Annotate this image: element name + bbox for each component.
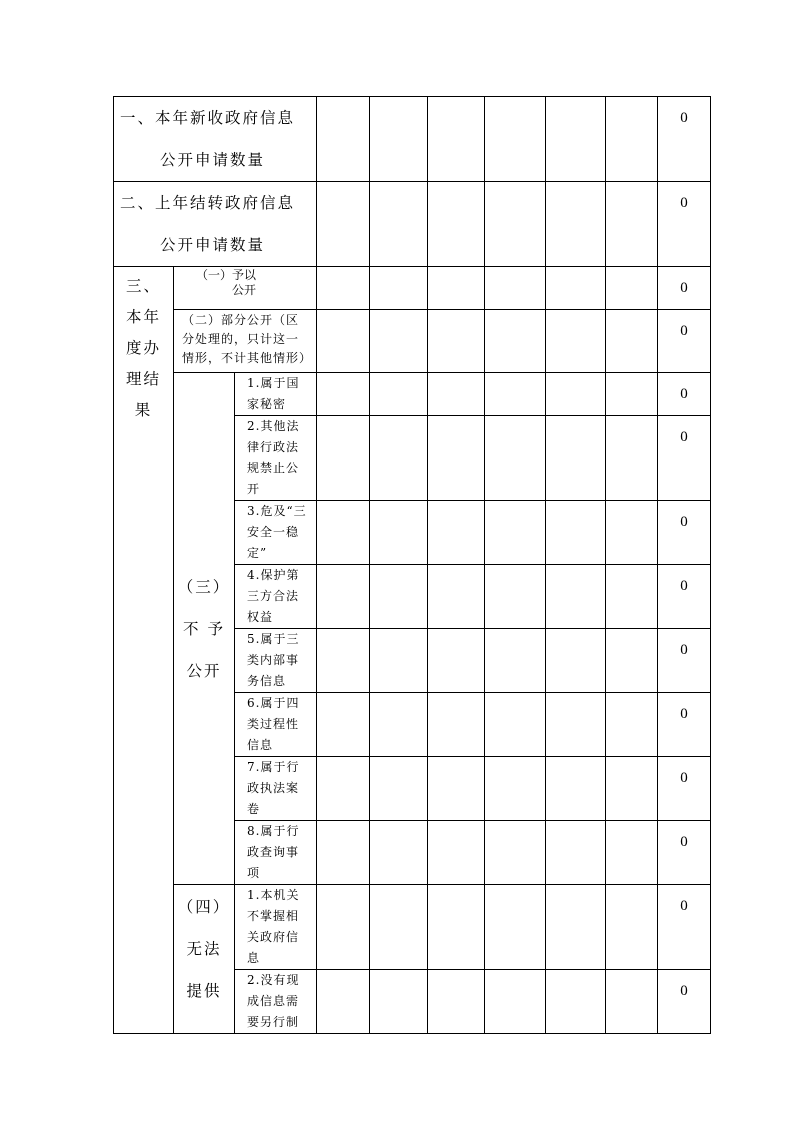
section-label-results bbox=[114, 267, 174, 1034]
table-cell bbox=[546, 182, 606, 267]
table-cell bbox=[546, 310, 606, 373]
total-value: 0 bbox=[658, 373, 711, 416]
table-cell bbox=[370, 267, 428, 310]
section-label-line: 度办 bbox=[125, 339, 161, 357]
table-cell bbox=[606, 182, 658, 267]
table-cell bbox=[485, 182, 546, 267]
item-label-line: 安全一稳 bbox=[247, 525, 300, 539]
table-cell bbox=[485, 693, 546, 757]
table-cell bbox=[428, 693, 485, 757]
table-cell bbox=[370, 310, 428, 373]
table-cell bbox=[428, 373, 485, 416]
row-label-line: 一、本年新收政府信息 bbox=[120, 109, 296, 127]
table-cell bbox=[370, 373, 428, 416]
group-label-not-disclosed bbox=[174, 373, 235, 885]
item-label-line: 开 bbox=[247, 482, 261, 496]
table-cell bbox=[546, 267, 606, 310]
group-label-line: 不 予 bbox=[183, 619, 225, 638]
table-cell bbox=[606, 757, 658, 821]
table-cell bbox=[546, 821, 606, 885]
item-label-line: 1.属于国 bbox=[247, 376, 300, 390]
item-label-line: 务信息 bbox=[247, 674, 287, 688]
item-label bbox=[235, 373, 317, 416]
table-cell bbox=[428, 629, 485, 693]
table-cell bbox=[428, 501, 485, 565]
total-value: 0 bbox=[658, 757, 711, 821]
total-value: 0 bbox=[658, 693, 711, 757]
item-label-line: 6.属于四 bbox=[247, 696, 300, 710]
item-label-line: 家秘密 bbox=[247, 397, 287, 411]
table-cell bbox=[428, 182, 485, 267]
table-cell bbox=[606, 693, 658, 757]
table-cell bbox=[317, 821, 370, 885]
table-cell bbox=[485, 373, 546, 416]
group-label-line: （三） bbox=[177, 577, 231, 596]
statistics-table bbox=[113, 96, 711, 1034]
table-cell bbox=[485, 970, 546, 1034]
item-label-line: 项 bbox=[247, 866, 261, 880]
table-cell bbox=[370, 885, 428, 970]
item-label-line: 情形，不计其他情形） bbox=[182, 351, 313, 365]
table-cell bbox=[317, 970, 370, 1034]
group-label-line: （四） bbox=[177, 898, 231, 916]
item-label-line: 三方合法 bbox=[247, 589, 300, 603]
item-label-line: 5.属于三 bbox=[247, 632, 300, 646]
total-value: 0 bbox=[658, 310, 711, 373]
table-cell bbox=[606, 565, 658, 629]
table-cell bbox=[317, 565, 370, 629]
table-cell bbox=[546, 416, 606, 501]
table-cell bbox=[546, 97, 606, 182]
item-label-line: 规禁止公 bbox=[247, 461, 300, 475]
item-label-line: 卷 bbox=[247, 802, 261, 816]
item-label-line: （一）予以 bbox=[196, 268, 257, 282]
item-label-line: 1.本机关 bbox=[247, 888, 300, 902]
item-label bbox=[235, 693, 317, 757]
table-cell bbox=[370, 501, 428, 565]
table-cell bbox=[546, 693, 606, 757]
table-cell bbox=[370, 970, 428, 1034]
group-label-line: 提供 bbox=[186, 982, 222, 1000]
table-cell bbox=[485, 267, 546, 310]
table-cell bbox=[606, 416, 658, 501]
item-label bbox=[235, 629, 317, 693]
item-label bbox=[235, 416, 317, 501]
table-cell bbox=[317, 182, 370, 267]
group-label-line: 无法 bbox=[186, 940, 222, 958]
table-cell bbox=[428, 970, 485, 1034]
row-label-carried-over bbox=[114, 182, 317, 267]
table-cell bbox=[317, 629, 370, 693]
total-value: 0 bbox=[658, 885, 711, 970]
table-cell bbox=[606, 373, 658, 416]
table-cell bbox=[606, 821, 658, 885]
item-label-line: 类过程性 bbox=[247, 717, 300, 731]
table-cell bbox=[428, 821, 485, 885]
total-value: 0 bbox=[658, 416, 711, 501]
item-label-line: 不掌握相 bbox=[247, 909, 300, 923]
item-label-line: 3.危及“三 bbox=[247, 504, 307, 518]
total-value: 0 bbox=[658, 629, 711, 693]
table-cell bbox=[606, 629, 658, 693]
table-cell bbox=[317, 373, 370, 416]
table-row bbox=[114, 97, 711, 182]
table-row bbox=[114, 267, 711, 310]
table-cell bbox=[370, 97, 428, 182]
item-label-line: 信息 bbox=[247, 738, 274, 752]
table-cell bbox=[370, 821, 428, 885]
table-cell bbox=[317, 416, 370, 501]
table-cell bbox=[428, 416, 485, 501]
item-label-line: 政查询事 bbox=[247, 845, 300, 859]
table-cell bbox=[546, 885, 606, 970]
item-label bbox=[235, 501, 317, 565]
table-cell bbox=[317, 501, 370, 565]
table-cell bbox=[606, 970, 658, 1034]
item-label-line: 2.其他法 bbox=[247, 419, 300, 433]
total-value: 0 bbox=[658, 970, 711, 1034]
row-label-new-requests bbox=[114, 97, 317, 182]
item-label bbox=[235, 821, 317, 885]
table-cell bbox=[606, 885, 658, 970]
table-cell bbox=[485, 629, 546, 693]
total-value: 0 bbox=[658, 97, 711, 182]
item-label-line: 8.属于行 bbox=[247, 824, 300, 838]
item-label bbox=[235, 757, 317, 821]
item-label-line: 4.保护第 bbox=[247, 568, 300, 582]
row-label-line: 公开申请数量 bbox=[160, 151, 266, 169]
table-cell bbox=[370, 693, 428, 757]
table-cell bbox=[485, 821, 546, 885]
table-cell bbox=[546, 629, 606, 693]
table-cell bbox=[606, 501, 658, 565]
table-cell bbox=[546, 501, 606, 565]
section-label-line: 果 bbox=[134, 401, 153, 419]
item-label-line: 分处理的，只计这一 bbox=[182, 332, 300, 346]
table-row bbox=[114, 310, 711, 373]
row-label-line: 公开申请数量 bbox=[160, 236, 266, 254]
item-label-line: 政执法案 bbox=[247, 781, 300, 795]
table-cell bbox=[317, 757, 370, 821]
table-cell bbox=[485, 757, 546, 821]
section-label-line: 本年 bbox=[125, 308, 161, 326]
total-value: 0 bbox=[658, 821, 711, 885]
table-cell bbox=[606, 310, 658, 373]
total-value: 0 bbox=[658, 565, 711, 629]
item-partial-disclose bbox=[174, 310, 317, 373]
table-cell bbox=[485, 885, 546, 970]
section-label-line: 理结 bbox=[125, 370, 161, 388]
item-label-line: 定” bbox=[247, 546, 268, 560]
item-label-line: 律行政法 bbox=[247, 440, 300, 454]
table-row bbox=[114, 885, 711, 970]
item-label-line: 关政府信 bbox=[247, 930, 300, 944]
item-label-line: 公开 bbox=[232, 283, 257, 297]
table-cell bbox=[317, 97, 370, 182]
table-cell bbox=[317, 310, 370, 373]
item-disclose bbox=[174, 267, 317, 310]
table-cell bbox=[546, 970, 606, 1034]
table-cell bbox=[485, 97, 546, 182]
table-cell bbox=[428, 310, 485, 373]
table-cell bbox=[546, 565, 606, 629]
table-cell bbox=[370, 416, 428, 501]
table-cell bbox=[485, 565, 546, 629]
table-cell bbox=[485, 416, 546, 501]
table-cell bbox=[428, 565, 485, 629]
group-label-unable-to-provide bbox=[174, 885, 235, 1034]
table-cell bbox=[370, 565, 428, 629]
table-cell bbox=[317, 885, 370, 970]
item-label-line: 7.属于行 bbox=[247, 760, 300, 774]
item-label-line: （二）部分公开（区 bbox=[182, 313, 300, 327]
total-value: 0 bbox=[658, 267, 711, 310]
item-label-line: 要另行制 bbox=[247, 1015, 300, 1029]
total-value: 0 bbox=[658, 501, 711, 565]
item-label bbox=[235, 970, 317, 1034]
table-cell bbox=[428, 267, 485, 310]
table-cell bbox=[370, 182, 428, 267]
table-cell bbox=[606, 97, 658, 182]
table-cell bbox=[485, 501, 546, 565]
item-label-line: 成信息需 bbox=[247, 994, 300, 1008]
section-label-line: 三、 bbox=[125, 277, 161, 295]
table-cell bbox=[317, 693, 370, 757]
item-label-line: 2.没有现 bbox=[247, 973, 300, 987]
table-cell bbox=[317, 267, 370, 310]
table-cell bbox=[428, 97, 485, 182]
table-cell bbox=[370, 629, 428, 693]
group-label-line: 公开 bbox=[186, 661, 222, 680]
row-label-line: 二、上年结转政府信息 bbox=[120, 194, 296, 212]
table-cell bbox=[606, 267, 658, 310]
item-label bbox=[235, 885, 317, 970]
item-label-line: 类内部事 bbox=[247, 653, 300, 667]
table-cell bbox=[546, 373, 606, 416]
item-label-line: 权益 bbox=[247, 610, 274, 624]
table-cell bbox=[546, 757, 606, 821]
table-row bbox=[114, 182, 711, 267]
total-value: 0 bbox=[658, 182, 711, 267]
table-cell bbox=[370, 757, 428, 821]
item-label bbox=[235, 565, 317, 629]
item-label-line: 息 bbox=[247, 951, 261, 965]
table-cell bbox=[485, 310, 546, 373]
table-row bbox=[114, 373, 711, 416]
table-cell bbox=[428, 885, 485, 970]
table-cell bbox=[428, 757, 485, 821]
